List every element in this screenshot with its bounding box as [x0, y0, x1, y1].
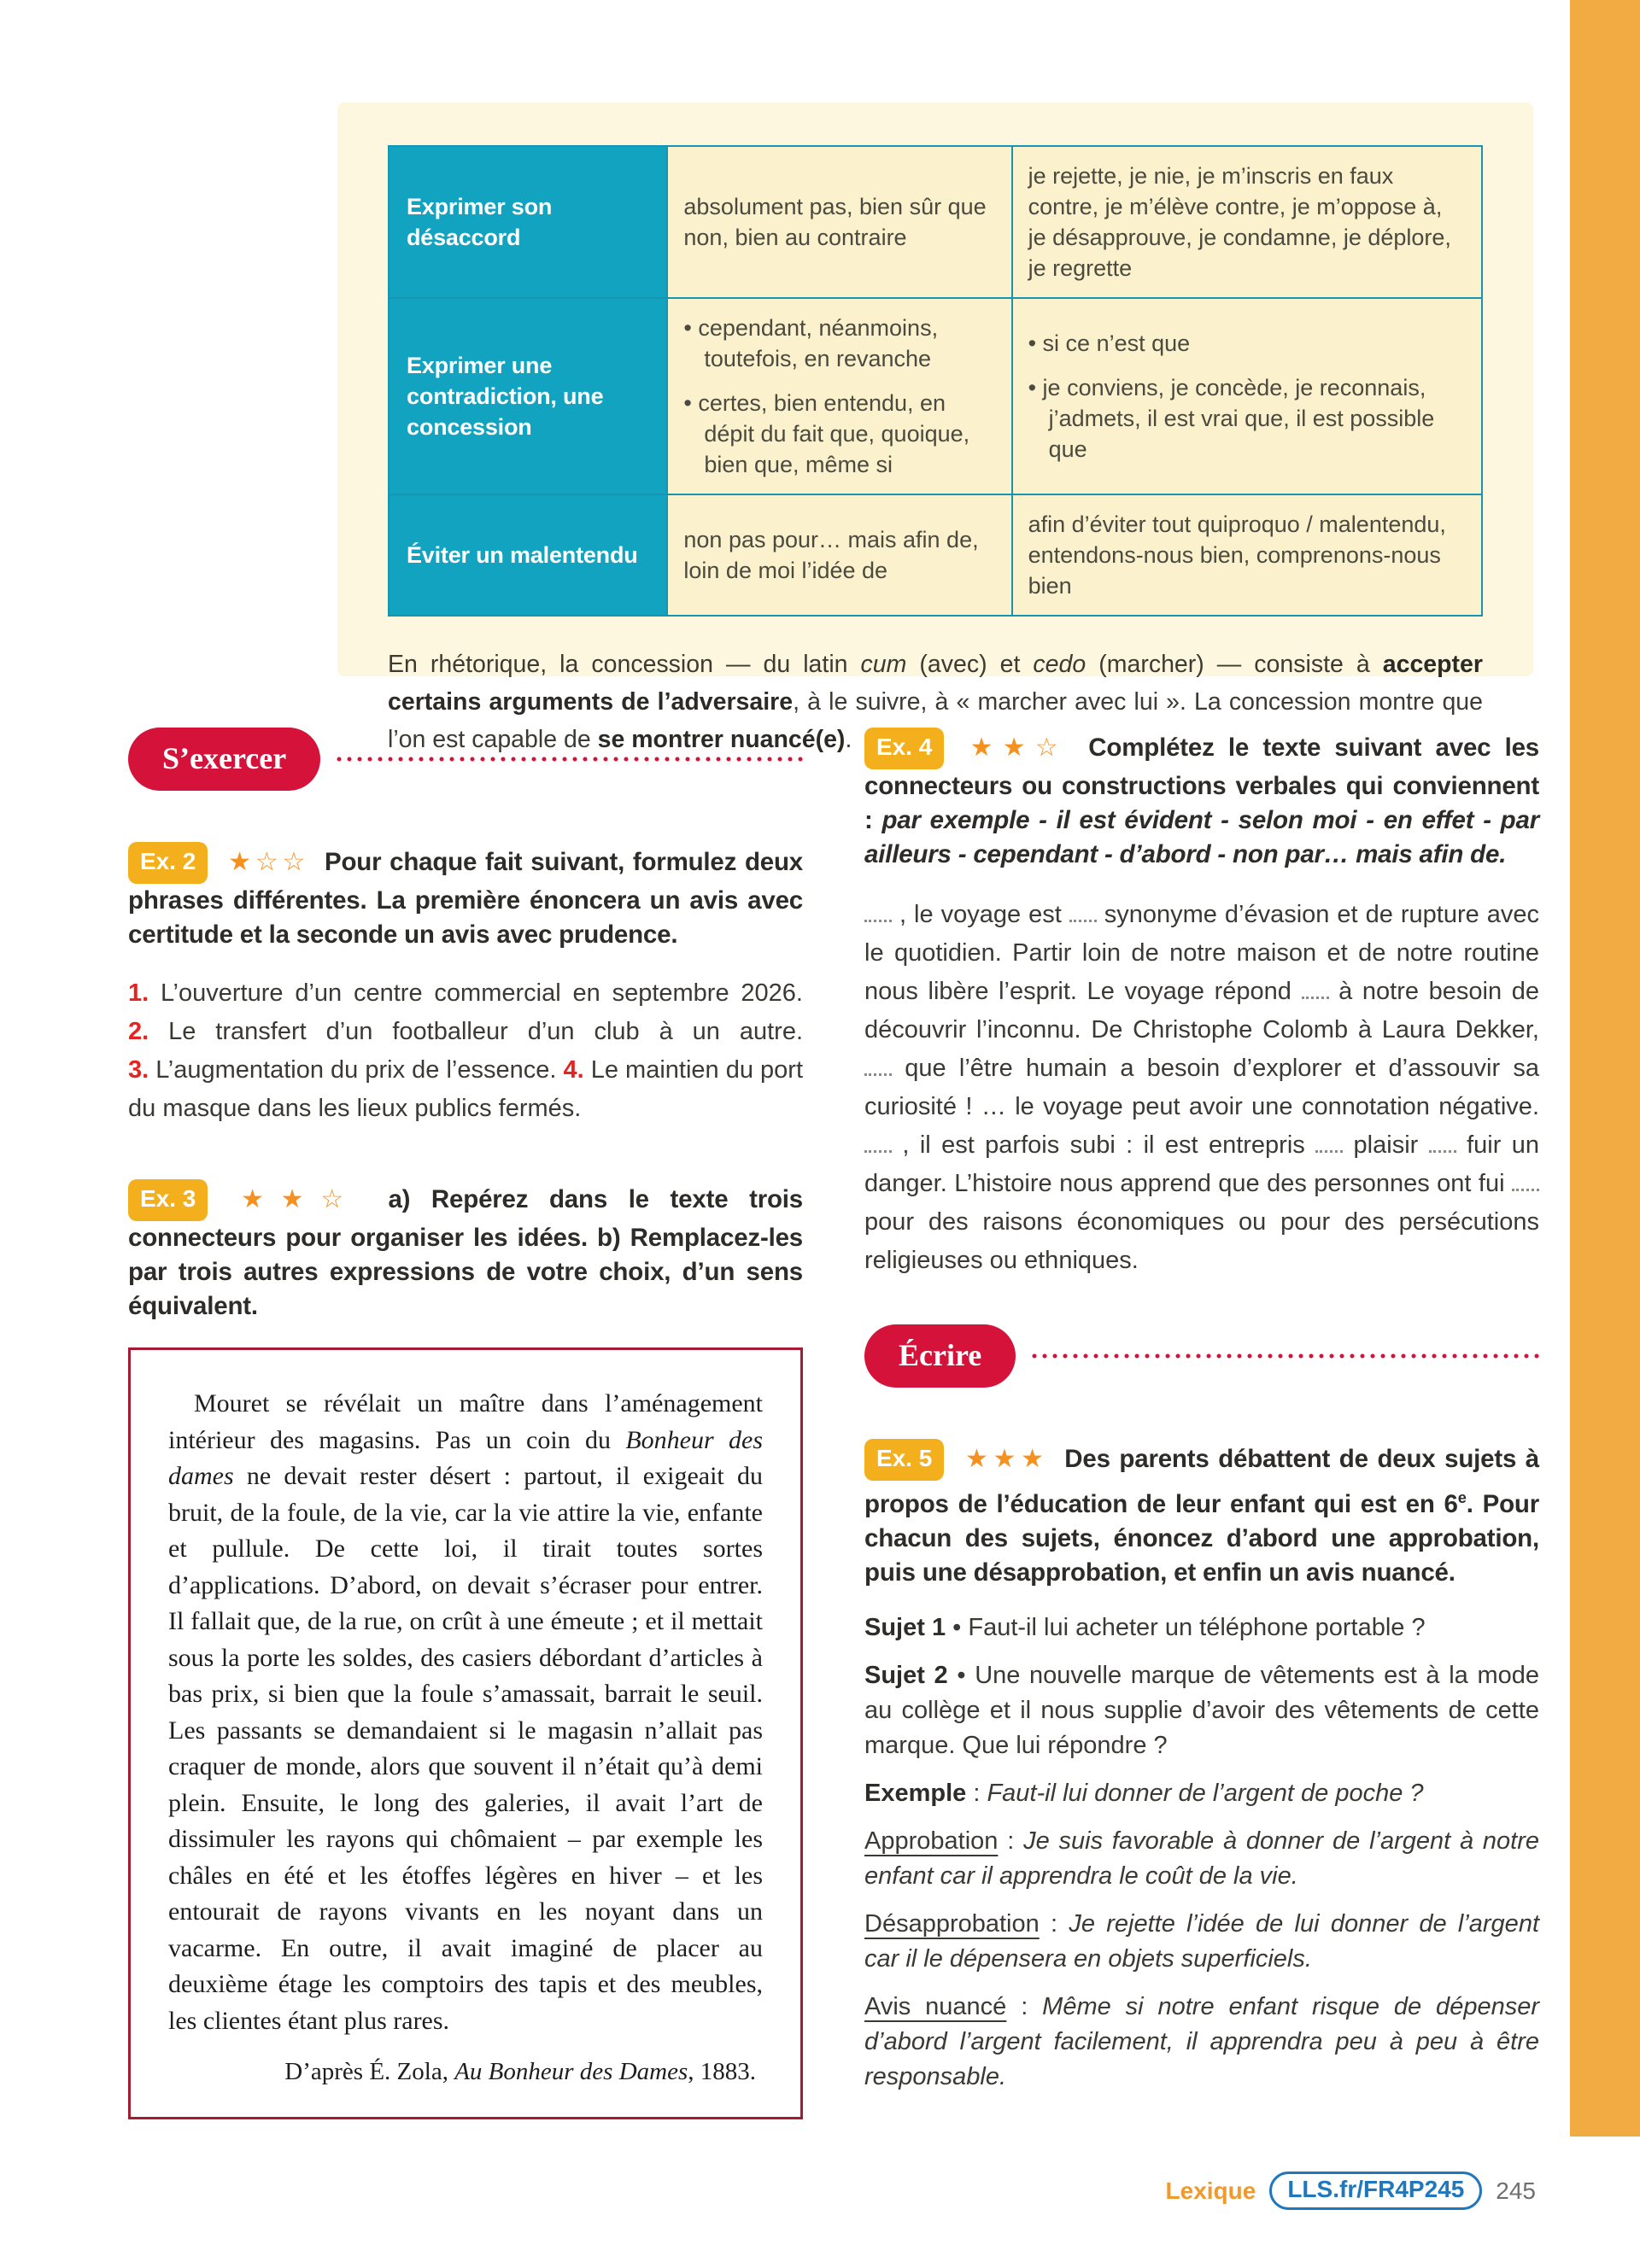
table-cell-line: • je conviens, je concède, je reconnais, j’admets, il est vrai que, il est possible que	[1028, 372, 1466, 465]
fill-in-blank	[1315, 1146, 1343, 1153]
ex3-badge: Ex. 3	[128, 1179, 208, 1221]
ex5-line: Approbation : Je suis favorable à donner de l’argent à notre enfant car il apprendra le coût de la vie.	[864, 1827, 1540, 1890]
concession-note: En rhétorique, la concession — du latin cum (avec) et cedo (marcher) — consiste à accepter certains arguments de l’adversaire, à le suivre, à « marcher avec lui ». La concession montre que l’on est capable de se montrer nuancé(e).	[388, 651, 1483, 753]
table-cell-line: non pas pour… mais afin de, loin de moi l’idée de	[683, 527, 979, 583]
ex3-statement: a) Repérez dans le texte trois connecteurs pour organiser les idées. b) Remplacez-les par trois autres expressions de votre choix, d’un sens équivalent.	[128, 1185, 804, 1320]
exercise-5	[864, 1439, 1539, 2095]
ex2-item: 4. Le maintien du port du masque dans les lieux publics fermés.	[128, 1056, 803, 1122]
ex4-heading	[864, 728, 1539, 872]
table-cell-expressions	[667, 494, 1011, 616]
exercise-3	[128, 1179, 803, 2119]
ex5-line: Exemple : Faut-il lui donner de l’argent de poche ?	[864, 1779, 1424, 1807]
table-row	[389, 494, 1482, 616]
lls-code-badge[interactable]: LLS.fr/FR4P245	[1269, 2172, 1482, 2210]
zola-quote-text: Mouret se révélait un maître dans l’aménagement intérieur des magasins. Pas un coin du Bonheur des dames ne devait rester désert : partout, il exigeait du bruit, de la foule, de la vie, car la vie attire la vie, enfante et pullule. De cette loi, il tirait toutes sortes d’applications. D’abord, on devait s’écraser pour entrer. Il fallait que, de la rue, on crût à une émeute ; et il mettait sous la porte les soldes, des casiers débordant d’articles à bas prix, si bien que la foule s’amassait, barrait le seuil. Les passants se demandaient si le magasin n’allait pas craquer de monde, alors que souvent il n’était qu’à demi plein. Ensuite, le long des galeries, il avait l’art de dissimuler les rayons qui chômaient – par exemple les châles en été et les étoffes légères en hiver – et les entourait de rayons vivants en les noyant dans un vacarme. En outre, il avait imaginé de placer au deuxième étage les comptoirs des tapis et des meubles, les clientes étant plus rares.	[168, 1389, 763, 2035]
ex5-line: Sujet 1 • Faut-il lui acheter un téléphone portable ?	[864, 1613, 1426, 1641]
ex2-items	[128, 974, 803, 1128]
table-cell-verbs	[1012, 494, 1482, 616]
ex2-heading	[128, 842, 803, 952]
ex5-lines	[864, 1610, 1539, 2095]
section-pill-ecrire: Écrire	[864, 1324, 1016, 1388]
difficulty-stars-icon: ★★★	[965, 1444, 1049, 1474]
exercise-2	[128, 842, 803, 1128]
difficulty-stars-icon: ★★☆	[969, 733, 1069, 763]
ex2-item: 3. L’augmentation du prix de l’essence.	[128, 1056, 564, 1084]
section-pill-sexercer: S’exercer	[128, 728, 320, 791]
page-number: 245	[1496, 2177, 1536, 2204]
exercise-4	[864, 728, 1539, 1280]
ex5-statement: Des parents débattent de deux sujets à propos de l’éducation de leur enfant qui est en 6e. Pour chacun des sujets, énoncez d’abord une approbation, puis une désapprobation, et enfin un avis nuancé.	[864, 1445, 1540, 1587]
ex3-heading	[128, 1179, 803, 1324]
lexique-label: Lexique	[1165, 2177, 1256, 2204]
row-label: Éviter un malentendu	[389, 494, 667, 616]
ex5-line: Désapprobation : Je rejette l’idée de lui donner de l’argent car il le dépensera en objets superficiels.	[864, 1909, 1539, 1973]
table-cell-verbs	[1012, 298, 1482, 494]
zola-quote-attribution: D’après É. Zola, Au Bonheur des Dames, 1883.	[284, 2058, 756, 2085]
ex5-badge: Ex. 5	[864, 1439, 944, 1481]
fill-in-blank	[1429, 1146, 1456, 1153]
difficulty-stars-icon: ★☆☆	[228, 847, 310, 877]
table-cell-verbs	[1012, 146, 1482, 298]
ex2-item: 1. L’ouverture d’un centre commercial en septembre 2026.	[128, 979, 803, 1007]
fill-in-blank	[864, 1069, 892, 1076]
page-footer	[1166, 2172, 1536, 2210]
table-cell-line: • si ce n’est que	[1028, 328, 1466, 359]
dotted-leader	[334, 757, 803, 762]
fill-in-blank	[864, 915, 892, 922]
table-cell-expressions	[667, 146, 1011, 298]
ex4-badge: Ex. 4	[864, 728, 944, 769]
section-ecrire	[864, 1324, 1539, 1388]
table-row	[389, 146, 1482, 298]
fill-in-blank	[864, 1146, 892, 1153]
ex5-line: Sujet 2 • Une nouvelle marque de vêtements est à la mode au collège et il nous supplie d’avoir des vêtements de cette marque. Que lui répondre ?	[864, 1661, 1539, 1759]
ex2-statement: Pour chaque fait suivant, formulez deux phrases différentes. La première énoncera un avis avec certitude et la seconde un avis avec prudence.	[128, 848, 804, 949]
table-cell-line: je rejette, je nie, je m’inscris en faux contre, je m’élève contre, je m’oppose à, je désapprouve, je condamne, je déplore, je regrette	[1028, 163, 1451, 281]
table-cell-line: • certes, bien entendu, en dépit du fait que, quoique, bien que, même si	[683, 388, 995, 480]
page-edge-bar	[1570, 0, 1640, 2136]
table-cell-expressions	[667, 298, 1011, 494]
ex4-fill-in-text: , le voyage est synonyme d’évasion et de rupture avec le quotidien. Partir loin de notre maison et de notre routine nous libère l’esprit. Le voyage répond à notre besoin de découvrir l’inconnu. De Christophe Colomb à Laura Dekker, que l’être humain a besoin d’explorer et d’assouvir sa curiosité ! … le voyage peut avoir une connotation négative. , il est parfois subi : il est entrepris plaisir fuir un danger. L’histoire nous apprend que des personnes ont fui pour des raisons économiques ou pour des persécutions religieuses ou ethniques.	[864, 901, 1539, 1274]
row-label: Exprimer son désaccord	[389, 146, 667, 298]
fill-in-blank	[1302, 992, 1329, 999]
ex2-badge: Ex. 2	[128, 842, 208, 884]
difficulty-stars-icon: ★★☆	[241, 1184, 360, 1214]
section-sexercer	[128, 728, 803, 791]
zola-quote-box	[128, 1347, 803, 2119]
row-label: Exprimer une contradiction, une concession	[389, 298, 667, 494]
ex4-statement: Complétez le texte suivant avec les connecteurs ou constructions verbales qui conviennent : par exemple - il est évident - selon moi - en effet - par ailleurs - cependant - d’abord - non par… mais afin de.	[864, 734, 1540, 868]
content-columns	[128, 728, 1539, 2119]
dotted-leader	[1029, 1353, 1539, 1359]
table-cell-line: • cependant, néanmoins, toutefois, en revanche	[683, 313, 995, 374]
ex5-line: Avis nuancé : Même si notre enfant risque de dépenser d’abord l’argent facilement, il apprendra peu à peu à être responsable.	[864, 1992, 1539, 2090]
fill-in-blank	[1069, 915, 1097, 922]
table-row	[389, 298, 1482, 494]
connectors-table	[388, 145, 1483, 617]
ex2-item: 2. Le transfert d’un footballeur d’un club à un autre.	[128, 1018, 803, 1045]
fill-in-blank	[1512, 1184, 1539, 1191]
right-column	[864, 728, 1539, 2107]
ex5-heading	[864, 1439, 1539, 1590]
table-cell-line: absolument pas, bien sûr que non, bien au contraire	[683, 194, 987, 250]
left-column	[128, 728, 803, 2119]
table-cell-line: afin d’éviter tout quiproquo / malentendu, entendons-nous bien, comprenons-nous bien	[1028, 511, 1446, 599]
